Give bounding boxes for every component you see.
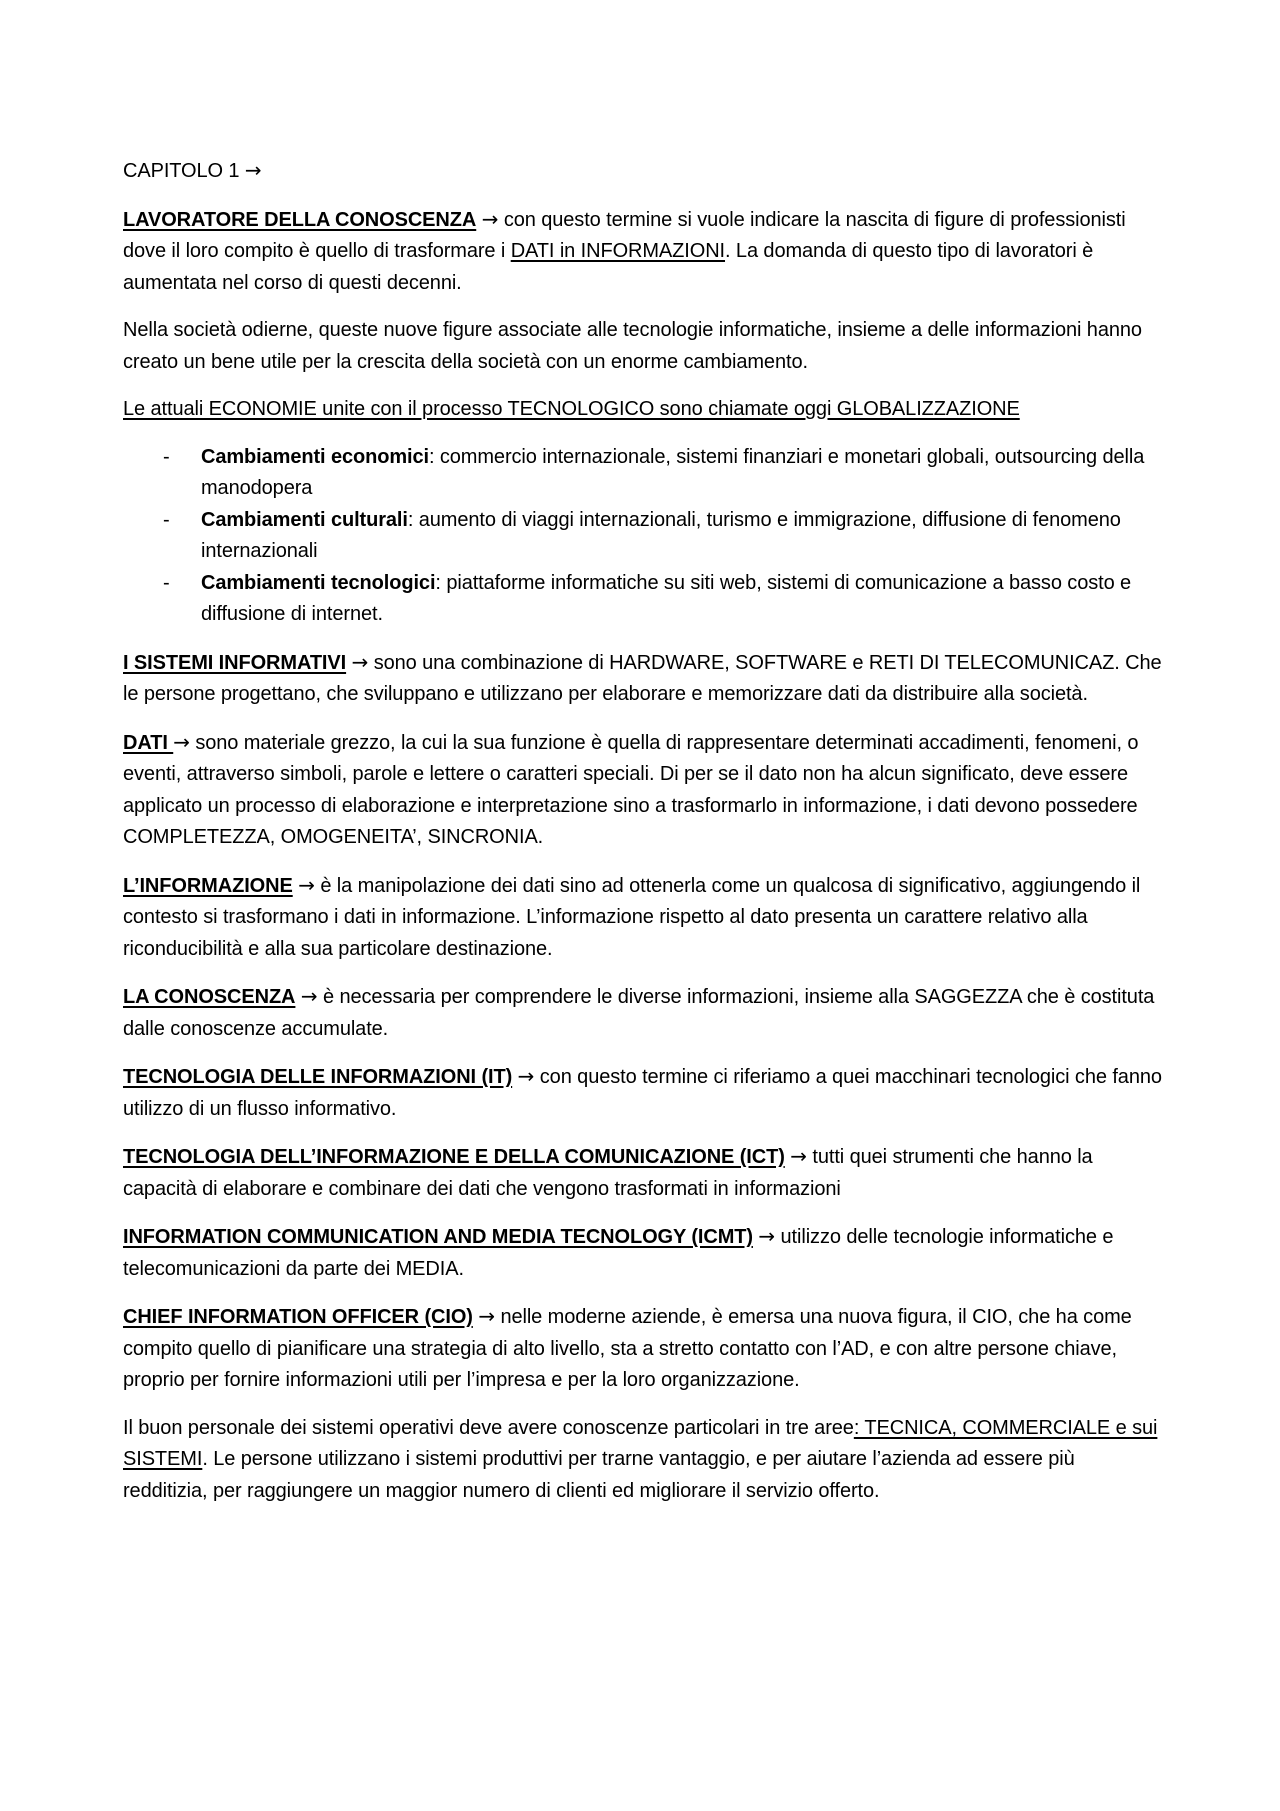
list-item [123, 442, 1163, 505]
definition-term: I SISTEMI INFORMATIVI [123, 651, 347, 674]
arrow-icon: → [351, 649, 369, 674]
list-item-text: : piattaforme informatiche su siti web, sistemi di comunicazione a basso costo e diffusione di internet. [201, 571, 1132, 625]
definition-text: sono una combinazione di HARDWARE, SOFTWARE e RETI DI TELECOMUNICAZ. Che le persone progettano, che sviluppano e utilizzano per elaborare e memorizzare dati da distribuire alla società. [123, 651, 1162, 705]
arrow-icon: → [481, 206, 499, 231]
definition-term: LA CONOSCENZA [123, 986, 296, 1008]
definition-text: tutti quei strumenti che hanno la capacità di elaborare e combinare dei dati che vengono trasformati in informazioni [123, 1146, 1093, 1200]
changes-list [123, 442, 1163, 631]
paragraph-staff [123, 1413, 1163, 1508]
list-item [123, 505, 1163, 568]
definition-text: sono materiale grezzo, la cui la sua funzione è quella di rappresentare determinati accadimenti, fenomeni, o eventi, attraverso simboli, parole e lettere o caratteri speciali. Di per se il dato non ha alcun significato, deve essere applicato un processo di elaborazione e interpretazione sino a trasformarlo in informazione, i dati devono possedere COMPLETEZZA, OMOGENEITA’, SINCRONIA. [123, 731, 1139, 848]
chapter-title: CAPITOLO 1 [123, 160, 240, 182]
definition-icmt [123, 1221, 1163, 1285]
definition-text: nelle moderne aziende, è emersa una nuova figura, il CIO, che ha come compito quello di pianificare una strategia di alto livello, sta a stretto contatto con l’AD, e con altre persone chiave, proprio per fornire informazioni utili per l’impresa e per la loro organizzazione. [123, 1306, 1132, 1391]
term-knowledge-worker: LAVORATORE DELLA CONOSCENZA [123, 208, 477, 231]
definition-informazione [123, 870, 1163, 966]
list-item-label: Cambiamenti culturali [201, 508, 408, 531]
list-item-label: Cambiamenti tecnologici [201, 571, 436, 594]
definition-text: utilizzo delle tecnologie informatiche e telecomunicazioni da parte dei MEDIA. [123, 1226, 1114, 1280]
definition-text: è necessaria per comprendere le diverse informazioni, insieme alla SAGGEZZA che è costituta dalle conoscenze accumulate. [123, 986, 1155, 1040]
paragraph-knowledge-worker [123, 204, 1163, 300]
paragraph-society: Nella società odierne, queste nuove figure associate alle tecnologie informatiche, insieme a delle informazioni hanno creato un bene utile per la crescita della società con un enorme cambiamento. [123, 319, 1142, 373]
dash-bullet: - [163, 508, 170, 531]
arrow-icon: → [758, 1224, 776, 1248]
definition-term: CHIEF INFORMATION OFFICER (CIO) [123, 1306, 473, 1328]
list-item-text: : commercio internazionale, sistemi finanziari e monetari globali, outsourcing della manodopera [201, 445, 1145, 499]
underlined-phrase: DATI in INFORMAZIONI [510, 240, 726, 262]
definition-dati [123, 727, 1163, 854]
definition-term: INFORMATION COMMUNICATION AND MEDIA TECNOLOGY (ICMT) [123, 1226, 753, 1248]
definition-term: DATI [123, 731, 174, 754]
arrow-icon: → [478, 1304, 495, 1328]
arrow-icon: → [517, 1064, 535, 1088]
list-item-text: : aumento di viaggi internazionali, turismo e immigrazione, diffusione di fenomeno internazionali [201, 508, 1121, 562]
underlined-phrase: : TECNICA, COMMERCIALE e sui SISTEMI [123, 1416, 1158, 1470]
definition-cio [123, 1301, 1163, 1397]
paragraph-text: con questo termine si vuole indicare la nascita di figure di professionisti dove il loro compito è quello di trasformare i [123, 208, 1126, 262]
definition-term: L’INFORMAZIONE [123, 874, 293, 897]
paragraph-text: Il buon personale dei sistemi operativi deve avere conoscenze particolari in tre aree [123, 1416, 854, 1439]
dash-bullet: - [163, 571, 170, 594]
definition-conoscenza [123, 981, 1163, 1045]
arrow-icon: → [173, 729, 190, 754]
definition-term: TECNOLOGIA DELL’INFORMAZIONE E DELLA COMUNICAZIONE (ICT) [123, 1146, 785, 1168]
definition-it [123, 1061, 1163, 1125]
definition-term: TECNOLOGIA DELLE INFORMAZIONI (IT) [123, 1066, 513, 1088]
document-page [123, 155, 1163, 1523]
definition-text: è la manipolazione dei dati sino ad ottenerla come un qualcosa di significativo, aggiungendo il contesto si trasformano i dati in informazione. L’informazione rispetto al dato presenta un carattere relativo alla riconducibilità e alla sua particolare destinazione. [123, 874, 1141, 960]
definition-sistemi-informativi [123, 647, 1163, 711]
arrow-icon: → [790, 1144, 807, 1168]
list-item [123, 568, 1163, 631]
paragraph-text: . La domanda di questo tipo di lavoratori è aumentata nel corso di questi decenni. [123, 240, 1094, 294]
paragraph-globalization: Le attuali ECONOMIE unite con il processo TECNOLOGICO sono chiamate oggi GLOBALIZZAZIONE [123, 398, 1020, 420]
chapter-heading [123, 155, 1163, 188]
arrow-icon: → [300, 984, 318, 1008]
definition-ict [123, 1141, 1163, 1205]
definition-text: con questo termine ci riferiamo a quei macchinari tecnologici che fanno utilizzo di un flusso informativo. [123, 1066, 1162, 1120]
dash-bullet: - [163, 445, 170, 468]
arrow-icon: → [298, 872, 315, 897]
list-item-label: Cambiamenti economici [201, 445, 429, 468]
paragraph-text: . Le persone utilizzano i sistemi produttivi per trarne vantaggio, e per aiutare l’azienda ad essere più redditizia, per raggiungere un maggior numero di clienti ed migliorare il servizio offerto. [123, 1448, 1075, 1502]
arrow-icon: → [244, 158, 262, 182]
